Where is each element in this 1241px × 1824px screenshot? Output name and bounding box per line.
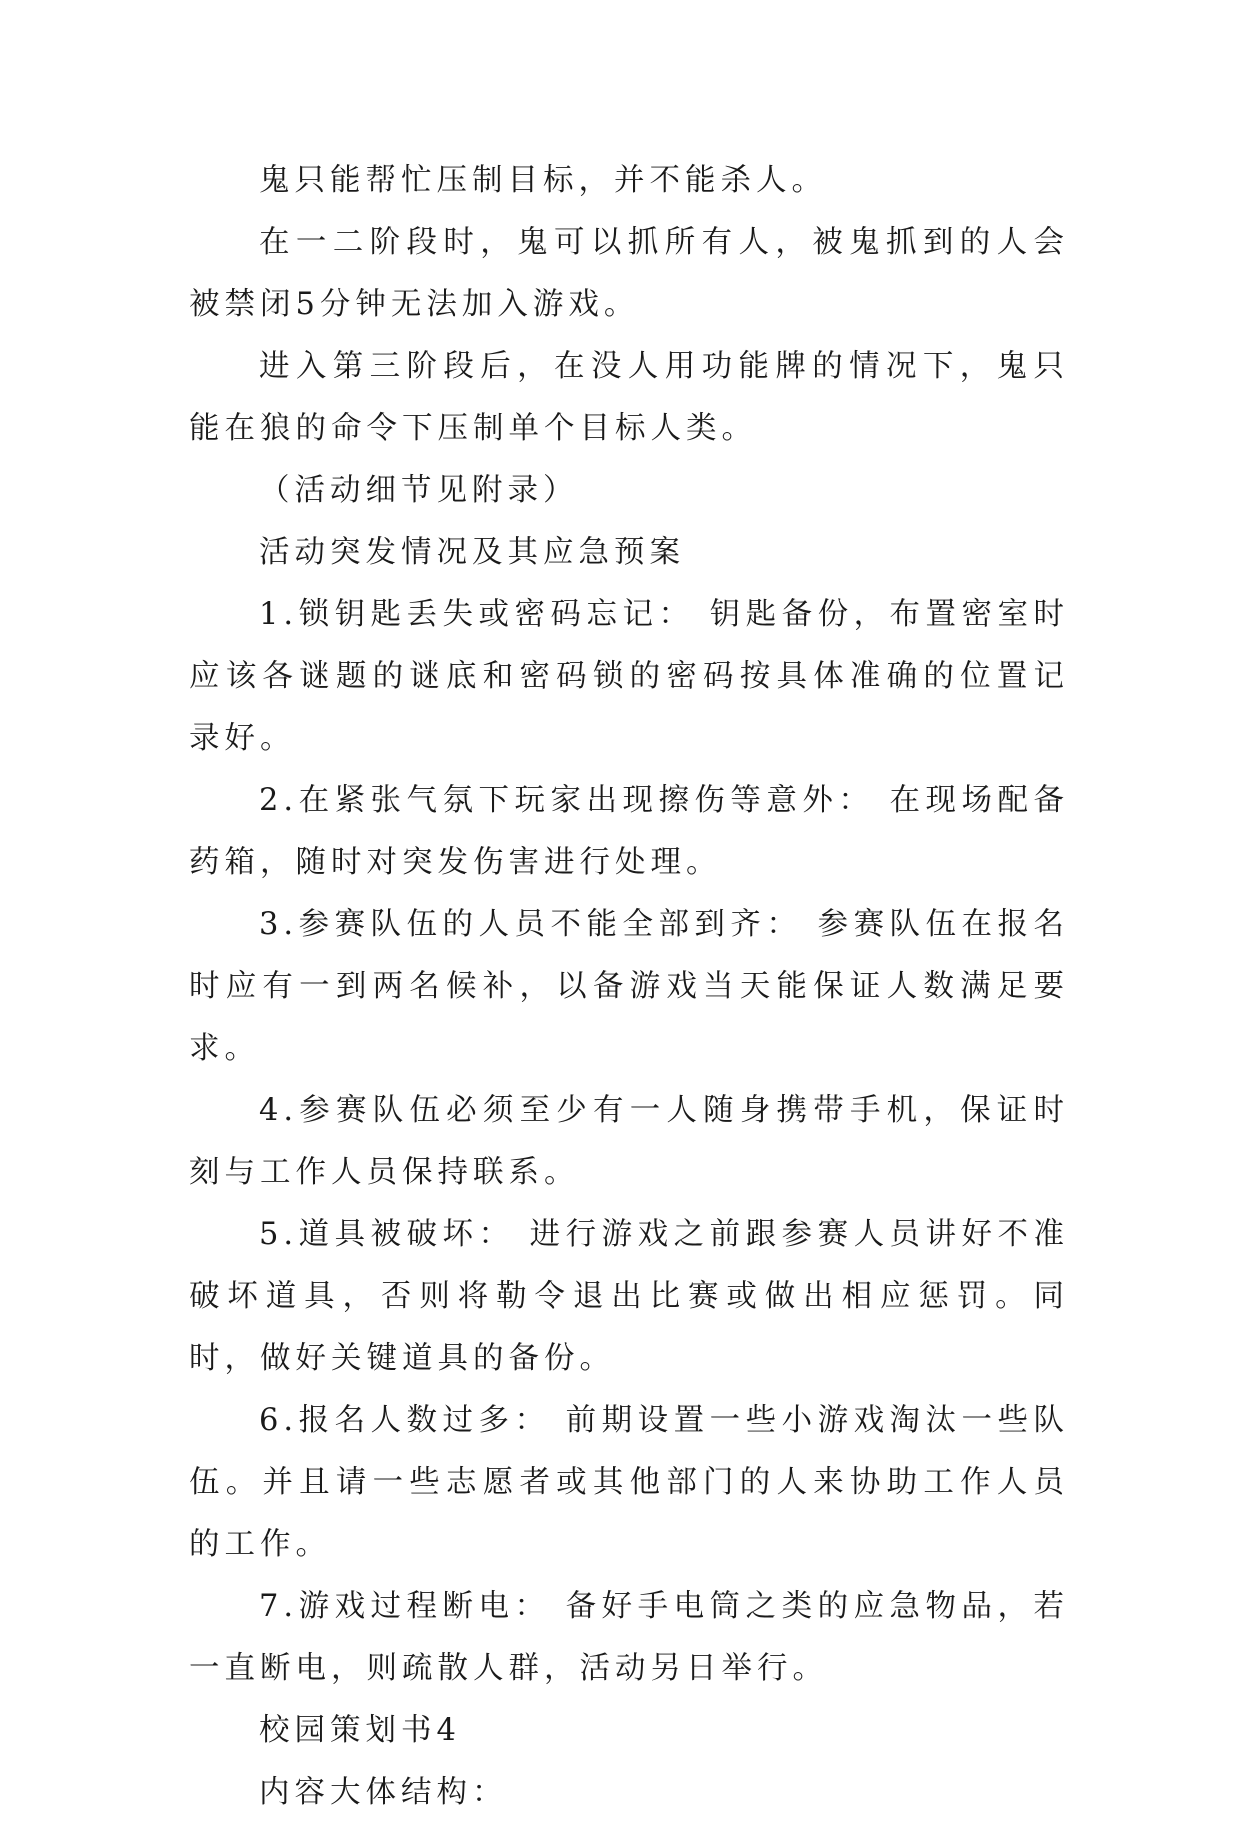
list-item: 5.道具被破坏： 进行游戏之前跟参赛人员讲好不准破坏道具，否则将勒令退出比赛或做出相应惩罚。同时，做好关键道具的备份。 <box>189 1217 1069 1376</box>
document-page <box>189 150 1069 1824</box>
list-item: 6.报名人数过多： 前期设置一些小游戏淘汰一些队伍。并且请一些志愿者或其他部门的人来协助工作人员的工作。 <box>189 1403 1069 1562</box>
paragraph: 内容大体结构： <box>259 1775 508 1810</box>
list-item: 3.参赛队伍的人员不能全部到齐： 参赛队伍在报名时应有一到两名候补，以备游戏当天能保证人数满足要求。 <box>189 907 1069 1066</box>
paragraph: 在一二阶段时，鬼可以抓所有人，被鬼抓到的人会被禁闭5分钟无法加入游戏。 <box>189 225 1069 322</box>
list-item: 7.游戏过程断电： 备好手电筒之类的应急物品，若一直断电，则疏散人群，活动另日举行。 <box>189 1589 1069 1686</box>
paragraph: （活动细节见附录） <box>259 473 579 508</box>
list-item: 1.锁钥匙丢失或密码忘记： 钥匙备份，布置密室时应该各谜题的谜底和密码锁的密码按具体准确的位置记录好。 <box>189 597 1069 756</box>
list-item: 2.在紧张气氛下玩家出现擦伤等意外： 在现场配备药箱，随时对突发伤害进行处理。 <box>189 783 1069 880</box>
section-heading: 活动突发情况及其应急预案 <box>259 535 685 570</box>
paragraph: 进入第三阶段后，在没人用功能牌的情况下，鬼只能在狼的命令下压制单个目标人类。 <box>189 349 1069 446</box>
paragraph: 鬼只能帮忙压制目标，并不能杀人。 <box>259 163 827 198</box>
section-heading: 校园策划书4 <box>259 1713 461 1748</box>
list-item: 4.参赛队伍必须至少有一人随身携带手机，保证时刻与工作人员保持联系。 <box>189 1093 1069 1190</box>
